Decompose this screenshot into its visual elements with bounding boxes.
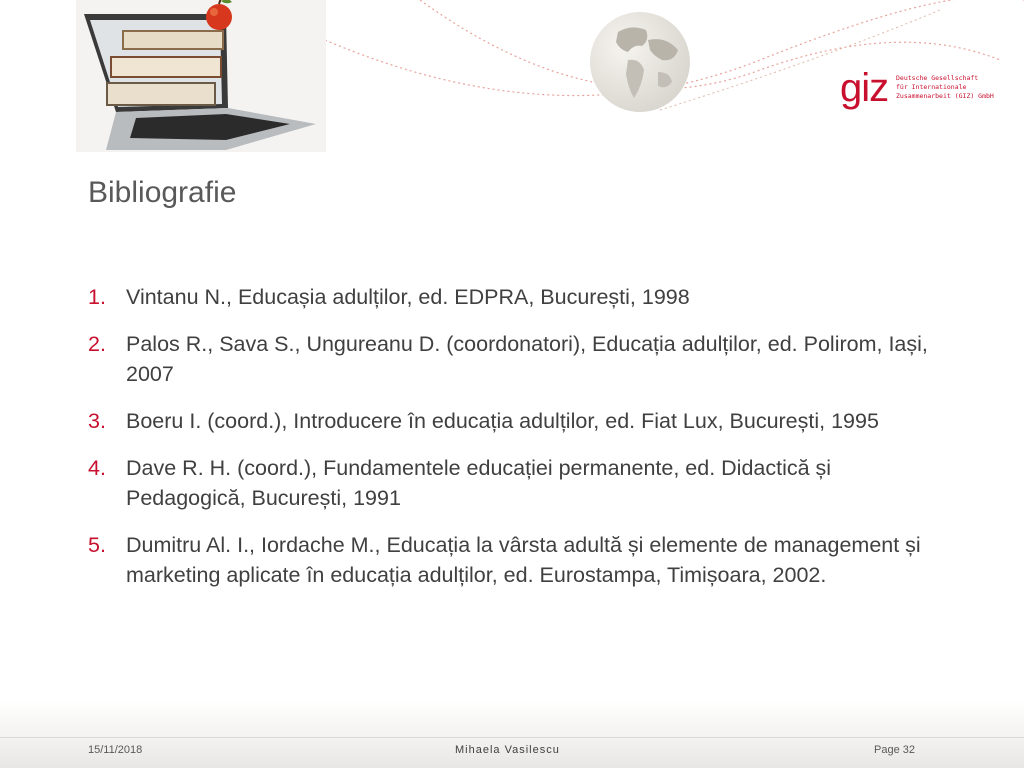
bibliography-item	[88, 453, 948, 513]
item-number: 3.	[88, 409, 106, 433]
footer-band	[0, 700, 1024, 768]
item-number: 1.	[88, 285, 106, 309]
footer-page-number: Page 32	[874, 744, 915, 756]
item-number: 5.	[88, 533, 106, 557]
giz-logo-line: Deutsche Gesellschaft	[896, 74, 979, 82]
item-number: 2.	[88, 332, 106, 356]
bibliography-item	[88, 329, 948, 389]
item-text: Vintanu N., Educașia adulților, ed. EDPRA, București, 1998	[126, 285, 690, 309]
bibliography-list	[88, 282, 948, 607]
item-text: Boeru I. (coord.), Introducere în educația adulților, ed. Fiat Lux, București, 1995	[126, 409, 879, 433]
giz-logo-line: für Internationale	[896, 83, 967, 91]
globe-illustration	[588, 10, 692, 114]
giz-logo-line: Zusammenarbeit (GIZ) GmbH	[896, 92, 994, 100]
footer-author: Mihaela Vasilescu	[455, 744, 560, 756]
item-text: Palos R., Sava S., Ungureanu D. (coordonatori), Educația adulților, ed. Polirom, Iași, 2007	[126, 332, 928, 386]
footer-divider	[0, 737, 1024, 738]
footer-date: 15/11/2018	[88, 744, 143, 756]
item-text: Dumitru Al. I., Iordache M., Educația la vârsta adultă și elemente de management și marketing aplicate în educația adulților, ed. Eurostampa, Timișoara, 2002.	[126, 533, 921, 587]
laptop-books-apple-illustration	[76, 0, 326, 152]
slide-title: Bibliografie	[88, 176, 237, 209]
giz-logo-mark: giz	[840, 66, 889, 110]
bibliography-item	[88, 530, 948, 590]
bibliography-item	[88, 282, 948, 312]
item-text: Dave R. H. (coord.), Fundamentele educației permanente, ed. Didactică și Pedagogică, București, 1991	[126, 456, 832, 510]
bibliography-item	[88, 406, 948, 436]
giz-logo-text	[896, 74, 1006, 101]
item-number: 4.	[88, 456, 106, 480]
